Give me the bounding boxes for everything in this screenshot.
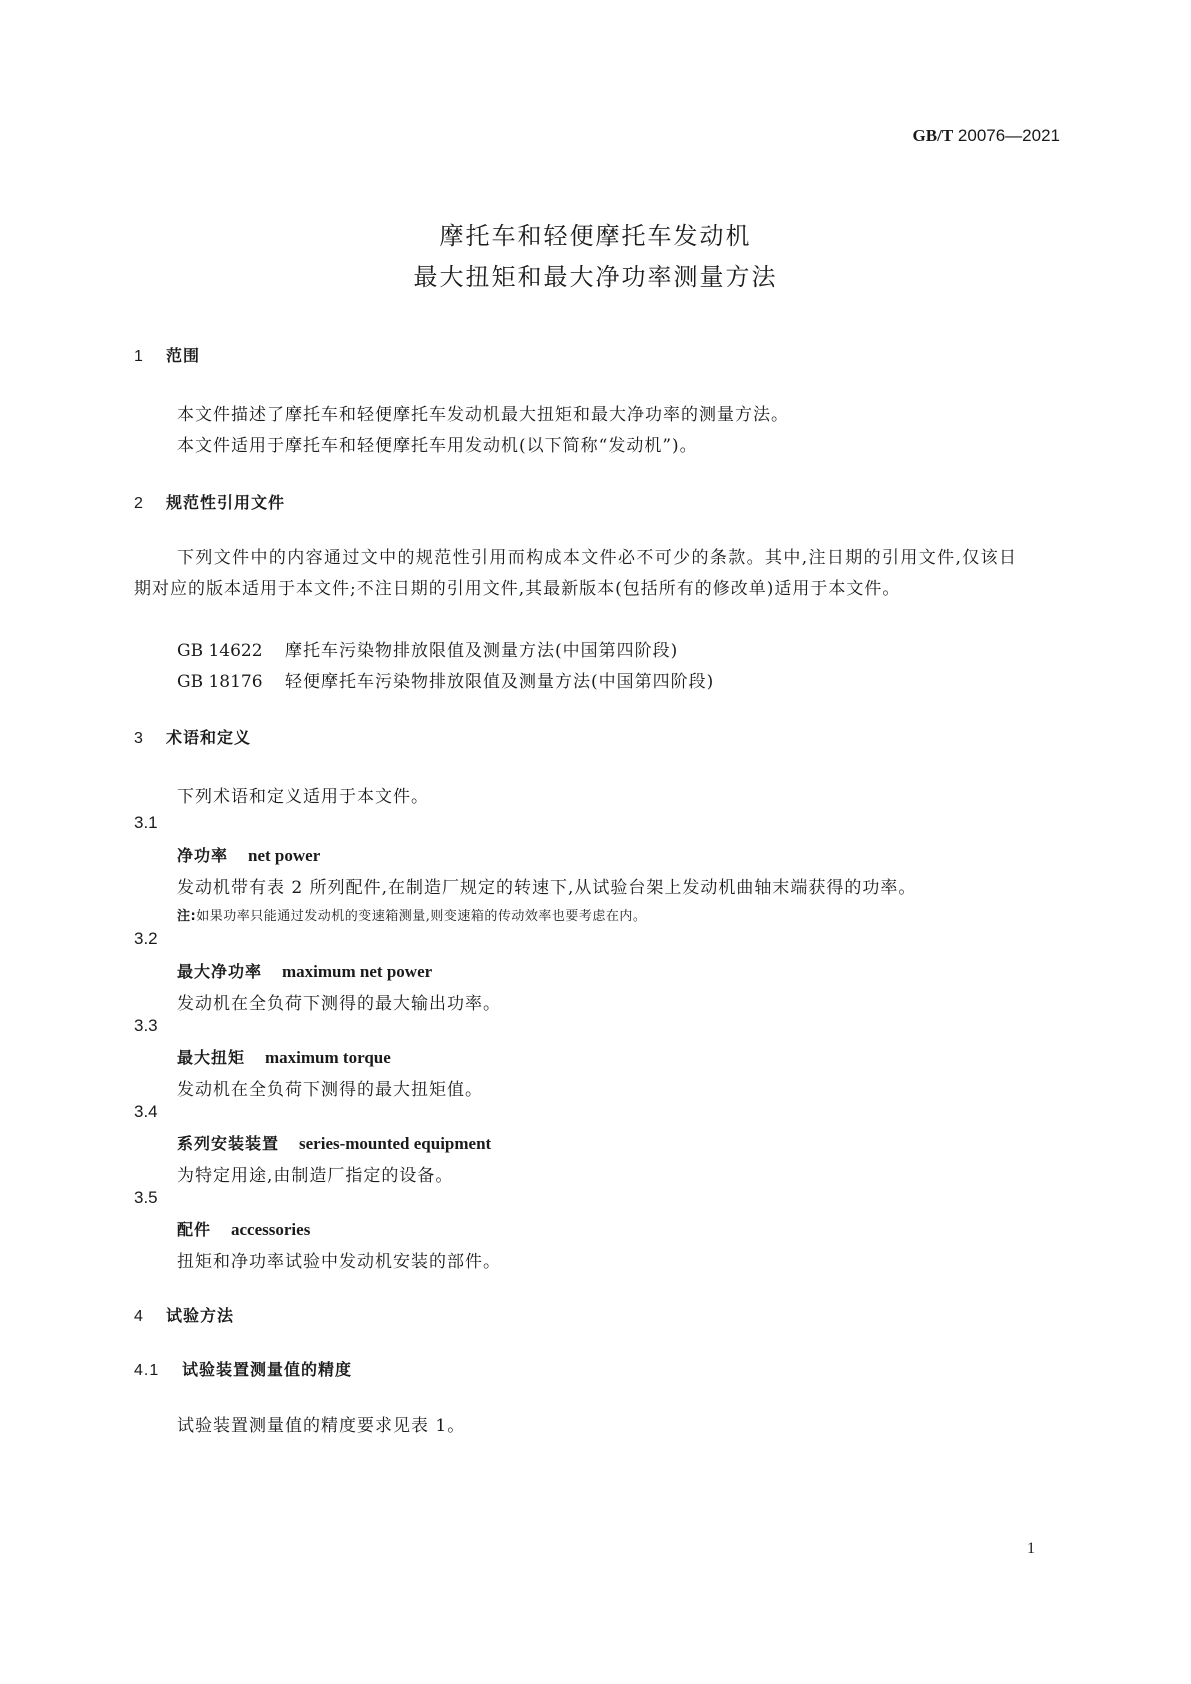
term-zh: 净功率 <box>177 846 229 865</box>
clause-number: 3.2 <box>134 929 158 948</box>
term-definition: 发动机在全负荷下测得的最大输出功率。 <box>177 994 501 1014</box>
term-definition: 扭矩和净功率试验中发动机安装的部件。 <box>177 1252 501 1272</box>
note <box>177 905 646 924</box>
term-en: maximum torque <box>265 1048 391 1067</box>
document-title-line1: 摩托车和轻便摩托车发动机 <box>439 222 752 250</box>
term-entry <box>177 843 320 866</box>
term-entry <box>177 959 432 982</box>
reference-item <box>177 636 678 661</box>
reference-item <box>177 667 714 692</box>
note-text: 如果功率只能通过发动机的变速箱测量,则变速箱的传动效率也要考虑在内。 <box>196 909 647 924</box>
clause-number: 3.1 <box>134 813 158 832</box>
term-entry <box>177 1045 391 1068</box>
section-number: 1 <box>134 348 144 365</box>
section-title: 试验方法 <box>166 1306 235 1325</box>
section-2-heading <box>134 490 285 513</box>
paragraph: 试验装置测量值的精度要求见表 1。 <box>177 1416 466 1436</box>
section-4-heading <box>134 1303 234 1326</box>
term-en: net power <box>248 846 321 865</box>
standard-code: 20076—2021 <box>957 126 1060 145</box>
paragraph: 本文件描述了摩托车和轻便摩托车发动机最大扭矩和最大净功率的测量方法。 <box>177 405 789 425</box>
paragraph: 下列术语和定义适用于本文件。 <box>177 787 429 807</box>
term-definition: 发动机在全负荷下测得的最大扭矩值。 <box>177 1080 483 1100</box>
term-zh: 系列安装装置 <box>177 1134 280 1153</box>
section-title: 范围 <box>166 346 201 365</box>
term-definition: 为特定用途,由制造厂指定的设备。 <box>177 1166 454 1186</box>
clause-number: 3.3 <box>134 1016 158 1035</box>
section-3-heading <box>134 725 251 748</box>
note-label: 注: <box>177 909 197 924</box>
document-title-line2: 最大扭矩和最大净功率测量方法 <box>413 263 778 291</box>
section-1-heading <box>134 343 200 366</box>
reference-title: 轻便摩托车污染物排放限值及测量方法(中国第四阶段) <box>285 672 715 692</box>
clause-number: 3.5 <box>134 1188 158 1207</box>
page-number: 1 <box>1027 1540 1035 1557</box>
section-number: 3 <box>134 730 144 747</box>
term-zh: 最大净功率 <box>177 962 263 981</box>
term-zh: 配件 <box>177 1220 212 1239</box>
term-zh: 最大扭矩 <box>177 1048 246 1067</box>
reference-title: 摩托车污染物排放限值及测量方法(中国第四阶段) <box>285 641 679 661</box>
reference-code: GB 18176 <box>177 672 263 692</box>
section-title: 规范性引用文件 <box>166 493 286 512</box>
paragraph: 下列文件中的内容通过文中的规范性引用而构成本文件必不可少的条款。其中,注日期的引用文件,仅该日期对应的版本适用于本文件;不注日期的引用文件,其最新版本(包括所有的修改单)适用于本文件。 <box>134 548 1017 599</box>
reference-code: GB 14622 <box>177 641 263 661</box>
section-title: 术语和定义 <box>166 728 252 747</box>
section-title: 试验装置测量值的精度 <box>182 1360 353 1379</box>
clause-number: 3.4 <box>134 1102 158 1121</box>
section-number: 4 <box>134 1308 144 1325</box>
term-en: accessories <box>231 1220 311 1239</box>
paragraph: 本文件适用于摩托车和轻便摩托车用发动机(以下简称“发动机”)。 <box>177 436 698 456</box>
term-entry <box>177 1217 310 1240</box>
section-number: 2 <box>134 495 144 512</box>
subsection-4-1-heading <box>134 1357 352 1380</box>
section-number: 4.1 <box>134 1362 160 1379</box>
standard-prefix: GB/T <box>912 126 954 145</box>
term-definition: 发动机带有表 2 所列配件,在制造厂规定的转速下,从试验台架上发动机曲轴末端获得的功率。 <box>177 878 917 898</box>
standard-number <box>913 126 1060 146</box>
term-en: series-mounted equipment <box>299 1134 492 1153</box>
term-en: maximum net power <box>282 962 433 981</box>
term-entry <box>177 1131 491 1154</box>
